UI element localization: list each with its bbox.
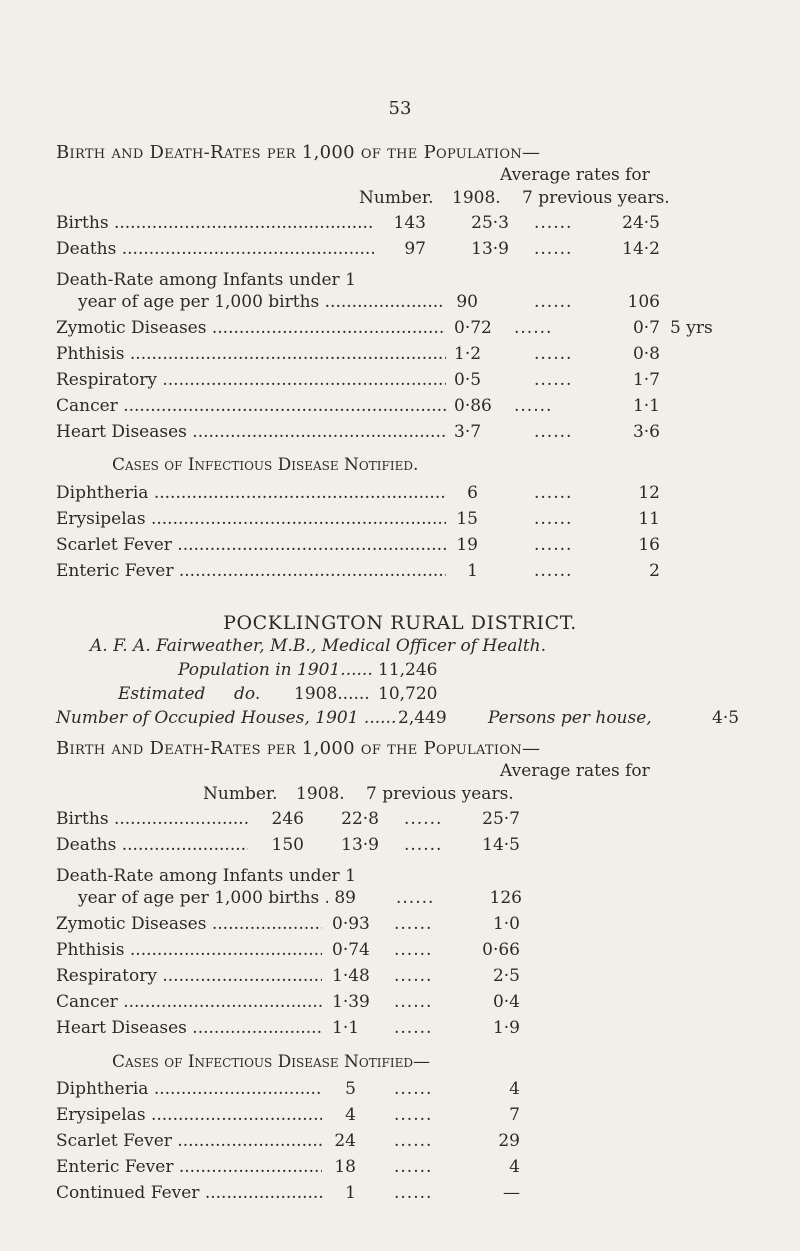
row-avg: 24·5 bbox=[622, 213, 660, 233]
row-avg: — bbox=[503, 1183, 520, 1203]
row-label: Cancer ..... bbox=[56, 396, 446, 416]
row-leader: ...... bbox=[534, 292, 573, 312]
section2-row-infant bbox=[56, 888, 746, 912]
section1-inf-row-scarlet bbox=[56, 535, 746, 559]
section1-infectious-heading: Cases of Infectious Disease Notified. bbox=[112, 455, 419, 475]
section2-pph-label: Persons per house, bbox=[488, 708, 652, 728]
row-leader: ...... bbox=[514, 396, 553, 416]
section1-col-year: 1908. bbox=[452, 188, 501, 208]
row-avg: 4 bbox=[509, 1079, 520, 1099]
section1-row-zymotic bbox=[56, 318, 746, 342]
row-avg: 12 bbox=[638, 483, 660, 503]
section2-col-avg-line1: Average rates for bbox=[500, 761, 650, 781]
row-avg: 1·0 bbox=[492, 914, 520, 934]
row-leader: ...... bbox=[534, 483, 573, 503]
section2-row-cancer bbox=[56, 992, 746, 1016]
section2-inf-row-enteric bbox=[56, 1157, 746, 1181]
section2-row-deaths bbox=[56, 835, 746, 859]
row-leader: ...... bbox=[394, 1157, 433, 1177]
row-avg: 16 bbox=[638, 535, 660, 555]
row-avg: 0·4 bbox=[492, 992, 520, 1012]
row-label: Deaths ..... bbox=[56, 835, 248, 855]
row-avg: 0·66 bbox=[482, 940, 520, 960]
row-number: 15 bbox=[456, 509, 478, 529]
row-rate: 90 bbox=[456, 292, 478, 312]
row-label: Heart Diseases ..... bbox=[56, 1018, 322, 1038]
row-leader: ...... bbox=[534, 422, 573, 442]
row-avg: 0·8 bbox=[632, 344, 660, 364]
row-label: year of age per 1,000 births ..... bbox=[78, 292, 444, 312]
section2-pop1901-label: Population in 1901...... bbox=[178, 660, 373, 680]
section2-est-year: 1908...... bbox=[294, 684, 370, 704]
row-leader: ...... bbox=[394, 940, 433, 960]
section1-inf-row-enteric bbox=[56, 561, 746, 585]
row-avg: 106 bbox=[627, 292, 660, 312]
row-leader: ...... bbox=[514, 318, 553, 338]
row-number: 1 bbox=[345, 1183, 356, 1203]
section2-row-zymotic bbox=[56, 914, 746, 938]
row-label: Heart Diseases ..... bbox=[56, 422, 446, 442]
row-leader: ...... bbox=[394, 1079, 433, 1099]
row-leader: ...... bbox=[394, 914, 433, 934]
section1-col-number: Number. bbox=[359, 188, 434, 208]
row-label: Cancer ..... bbox=[56, 992, 322, 1012]
row-leader: ...... bbox=[394, 1183, 433, 1203]
row-number: 24 bbox=[334, 1131, 356, 1151]
section1-inf-row-erysipelas bbox=[56, 509, 746, 533]
section1-row-deaths bbox=[56, 239, 746, 263]
section1-inf-row-diphtheria bbox=[56, 483, 746, 507]
row-rate: 1·1 bbox=[332, 1018, 360, 1038]
section2-title: POCKLINGTON RURAL DISTRICT. bbox=[223, 612, 577, 634]
row-avg: 3·6 bbox=[632, 422, 660, 442]
row-label: Enteric Fever ..... bbox=[56, 1157, 322, 1177]
section2-row-births bbox=[56, 809, 746, 833]
row-label: Continued Fever ..... bbox=[56, 1183, 322, 1203]
row-avg: 11 bbox=[638, 509, 660, 529]
row-number: 150 bbox=[271, 835, 304, 855]
row-rate: 13·9 bbox=[341, 835, 379, 855]
row-rate: 0·74 bbox=[332, 940, 370, 960]
section2-row-phthisis bbox=[56, 940, 746, 964]
row-rate: 0·5 bbox=[454, 370, 482, 390]
row-avg: 1·1 bbox=[632, 396, 660, 416]
section2-row-respiratory bbox=[56, 966, 746, 990]
row-label: Deaths ..... bbox=[56, 239, 374, 259]
row-leader: ...... bbox=[404, 835, 443, 855]
row-leader: ...... bbox=[534, 509, 573, 529]
section1-col-avg-line1: Average rates for bbox=[500, 165, 650, 185]
row-label: Births ..... bbox=[56, 809, 248, 829]
row-leader: ...... bbox=[534, 370, 573, 390]
section1-row-phthisis bbox=[56, 344, 746, 368]
row-number: 19 bbox=[456, 535, 478, 555]
row-avg: 14·5 bbox=[482, 835, 520, 855]
section2-row-heart bbox=[56, 1018, 746, 1042]
row-leader: ...... bbox=[534, 561, 573, 581]
row-avg: 2 bbox=[649, 561, 660, 581]
section2-inf-row-diphtheria bbox=[56, 1079, 746, 1103]
row-note: 5 yrs bbox=[670, 318, 713, 338]
row-rate: 0·86 bbox=[454, 396, 492, 416]
section2-officer: A. F. A. Fairweather, M.B., Medical Officer of Health. bbox=[90, 636, 547, 656]
row-leader: ...... bbox=[534, 213, 573, 233]
row-rate: 3·7 bbox=[454, 422, 482, 442]
section2-est-value: 10,720 bbox=[378, 684, 438, 704]
row-avg: 4 bbox=[509, 1157, 520, 1177]
section2-inf-row-erysipelas bbox=[56, 1105, 746, 1129]
section1-row-respiratory bbox=[56, 370, 746, 394]
row-leader: ...... bbox=[394, 1018, 433, 1038]
row-label: Enteric Fever ..... bbox=[56, 561, 446, 581]
section2-houses-value: 2,449 bbox=[398, 708, 447, 728]
section1-row-births bbox=[56, 213, 746, 237]
row-avg: 14·2 bbox=[622, 239, 660, 259]
section1-col-avg-line2: 7 previous years. bbox=[522, 188, 670, 208]
row-rate: 1·39 bbox=[332, 992, 370, 1012]
section1-row-infant bbox=[56, 292, 746, 316]
section2-est-label: Estimated bbox=[118, 684, 206, 704]
section2-col-year: 1908. bbox=[296, 784, 345, 804]
row-label: Phthisis ..... bbox=[56, 344, 446, 364]
row-leader: ...... bbox=[394, 966, 433, 986]
row-label: Diphtheria ..... bbox=[56, 483, 446, 503]
section2-pop1901-value: 11,246 bbox=[378, 660, 438, 680]
row-number: 5 bbox=[345, 1079, 356, 1099]
row-label: Phthisis ..... bbox=[56, 940, 322, 960]
section2-houses-label: Number of Occupied Houses, 1901 ...... bbox=[56, 708, 397, 728]
row-leader: ...... bbox=[394, 992, 433, 1012]
section1-infant-label-1: Death-Rate among Infants under 1 bbox=[56, 270, 356, 290]
row-number: 246 bbox=[271, 809, 304, 829]
section1-row-heart bbox=[56, 422, 746, 446]
section2-infectious-heading: Cases of Infectious Disease Notified— bbox=[112, 1052, 430, 1072]
row-rate: 0·93 bbox=[332, 914, 370, 934]
section2-pph-value: 4·5 bbox=[712, 708, 740, 728]
section2-inf-row-continued bbox=[56, 1183, 746, 1207]
row-rate: 25·3 bbox=[471, 213, 509, 233]
row-number: 1 bbox=[467, 561, 478, 581]
row-rate: 13·9 bbox=[471, 239, 509, 259]
section1-row-cancer bbox=[56, 396, 746, 420]
section2-inf-row-scarlet bbox=[56, 1131, 746, 1155]
section2-est-do: do. bbox=[234, 684, 261, 704]
row-rate: 22·8 bbox=[341, 809, 379, 829]
row-leader: ...... bbox=[534, 344, 573, 364]
row-rate: 89 bbox=[334, 888, 356, 908]
row-leader: ...... bbox=[404, 809, 443, 829]
row-label: Scarlet Fever ..... bbox=[56, 535, 446, 555]
row-label: Diphtheria ..... bbox=[56, 1079, 322, 1099]
row-label: Erysipelas ..... bbox=[56, 509, 446, 529]
row-leader: ...... bbox=[534, 239, 573, 259]
row-avg: 25·7 bbox=[482, 809, 520, 829]
section2-heading: Birth and Death-Rates per 1,000 of the Population— bbox=[56, 738, 541, 759]
row-avg: 29 bbox=[498, 1131, 520, 1151]
row-leader: ...... bbox=[394, 1105, 433, 1125]
row-label: Respiratory ..... bbox=[56, 966, 322, 986]
row-leader: ...... bbox=[534, 535, 573, 555]
row-avg: 126 bbox=[489, 888, 522, 908]
row-avg: 2·5 bbox=[492, 966, 520, 986]
row-leader: ...... bbox=[394, 1131, 433, 1151]
row-label: Erysipelas ..... bbox=[56, 1105, 322, 1125]
row-number: 6 bbox=[467, 483, 478, 503]
section2-infant-label-1: Death-Rate among Infants under 1 bbox=[56, 866, 356, 886]
row-label: Respiratory ..... bbox=[56, 370, 446, 390]
row-rate: 1·48 bbox=[332, 966, 370, 986]
row-rate: 0·72 bbox=[454, 318, 492, 338]
section1-heading: Birth and Death-Rates per 1,000 of the Population— bbox=[56, 142, 541, 163]
row-label: Scarlet Fever ..... bbox=[56, 1131, 322, 1151]
row-rate: 1·2 bbox=[454, 344, 482, 364]
row-number: 4 bbox=[345, 1105, 356, 1125]
row-label: year of age per 1,000 births ..... bbox=[78, 888, 328, 908]
row-label: Births ..... bbox=[56, 213, 374, 233]
row-leader: ...... bbox=[396, 888, 435, 908]
row-avg: 0·7 bbox=[632, 318, 660, 338]
row-number: 97 bbox=[404, 239, 426, 259]
section2-col-number: Number. bbox=[203, 784, 278, 804]
row-label: Zymotic Diseases ..... bbox=[56, 914, 322, 934]
row-number: 18 bbox=[334, 1157, 356, 1177]
row-avg: 7 bbox=[509, 1105, 520, 1125]
section2-col-avg-line2: 7 previous years. bbox=[366, 784, 514, 804]
row-avg: 1·7 bbox=[632, 370, 660, 390]
row-number: 143 bbox=[393, 213, 426, 233]
row-avg: 1·9 bbox=[492, 1018, 520, 1038]
page-number: 53 bbox=[388, 98, 412, 119]
row-label: Zymotic Diseases ..... bbox=[56, 318, 446, 338]
